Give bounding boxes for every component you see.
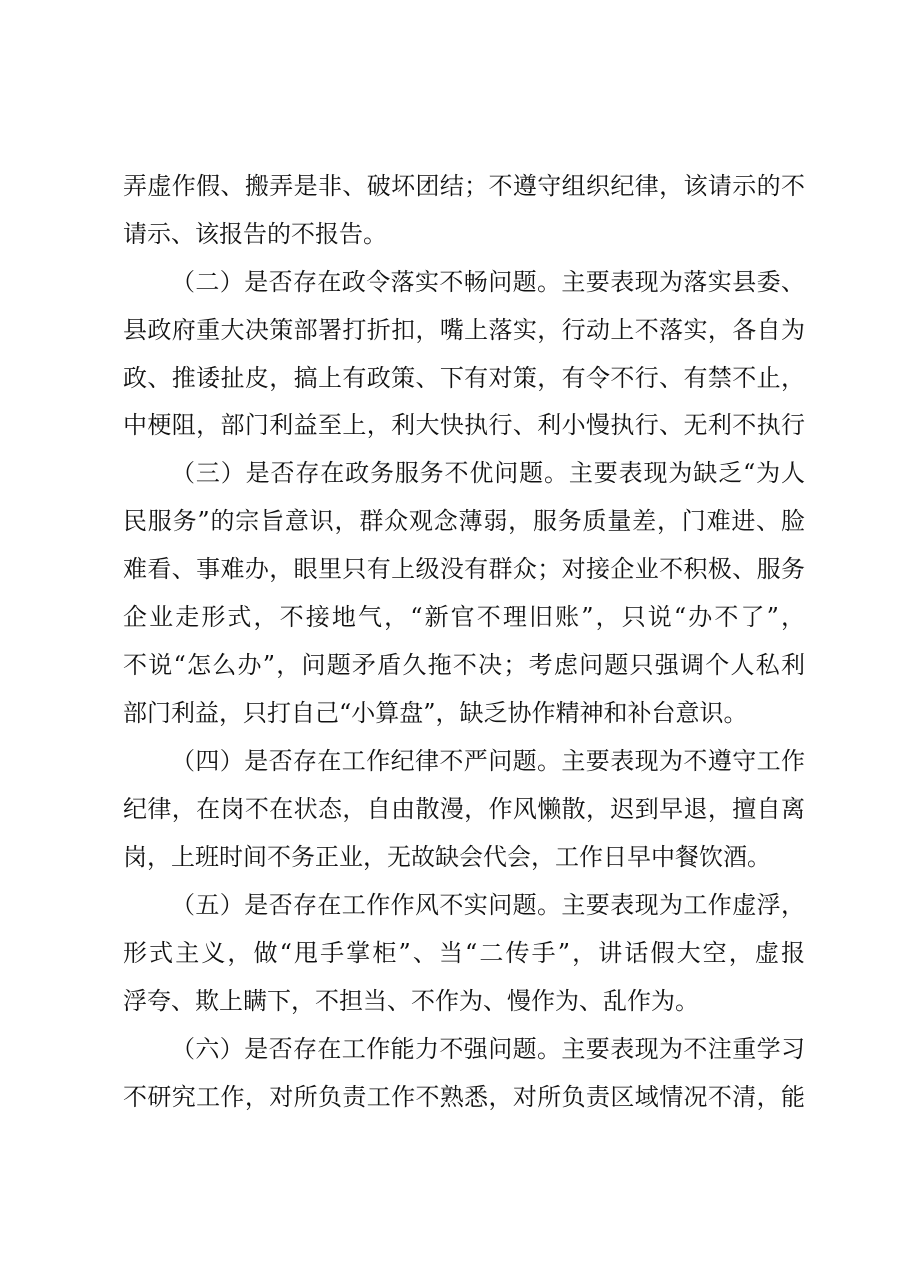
text-line-12: 部门利益，只打自己“小算盘”，缺乏协作精神和补台意识。 (123, 699, 748, 727)
text-line-3: （二）是否存在政令落实不畅问题。主要表现为落实县委、 (171, 268, 805, 296)
text-line-17: 形式主义，做“甩手掌柜”、当“二传手”，讲话假大空，虚报 (123, 939, 805, 967)
text-line-1: 弄虚作假、搬弄是非、破坏团结；不遵守组织纪律，该请示的不 (123, 172, 805, 200)
text-line-11: 不说“怎么办”，问题矛盾久拖不决；考虑问题只强调个人私利 (123, 651, 805, 679)
text-line-15: 岗，上班时间不务正业，无故缺会代会，工作日早中餐饮酒。 (123, 843, 771, 871)
text-line-7: （三）是否存在政务服务不优问题。主要表现为缺乏“为人 (171, 459, 805, 487)
text-line-14: 纪律，在岗不在状态，自由散漫，作风懒散，迟到早退，擅自离 (123, 795, 805, 823)
text-line-5: 政、推诿扯皮，搞上有政策、下有对策，有令不行、有禁不止， (123, 364, 805, 392)
text-line-6: 中梗阻，部门利益至上，利大快执行、利小慢执行、无利不执行 (123, 411, 805, 439)
text-line-18: 浮夸、欺上瞒下，不担当、不作为、慢作为、乱作为。 (123, 987, 699, 1015)
text-line-9: 难看、事难办，眼里只有上级没有群众；对接企业不积极、服务 (123, 555, 805, 583)
text-line-8: 民服务”的宗旨意识，群众观念薄弱，服务质量差，门难进、脸 (123, 507, 805, 535)
text-line-10: 企业走形式，不接地气，“新官不理旧账”，只说“办不了”， (123, 603, 805, 631)
text-line-2: 请示、该报告的不报告。 (123, 220, 387, 248)
text-line-19: （六）是否存在工作能力不强问题。主要表现为不注重学习 (171, 1035, 805, 1063)
text-line-16: （五）是否存在工作作风不实问题。主要表现为工作虚浮， (171, 891, 805, 919)
text-line-20: 不研究工作，对所负责工作不熟悉，对所负责区域情况不清，能 (123, 1083, 805, 1111)
text-line-4: 县政府重大决策部署打折扣，嘴上落实，行动上不落实，各自为 (123, 316, 805, 344)
text-line-13: （四）是否存在工作纪律不严问题。主要表现为不遵守工作 (171, 747, 805, 775)
